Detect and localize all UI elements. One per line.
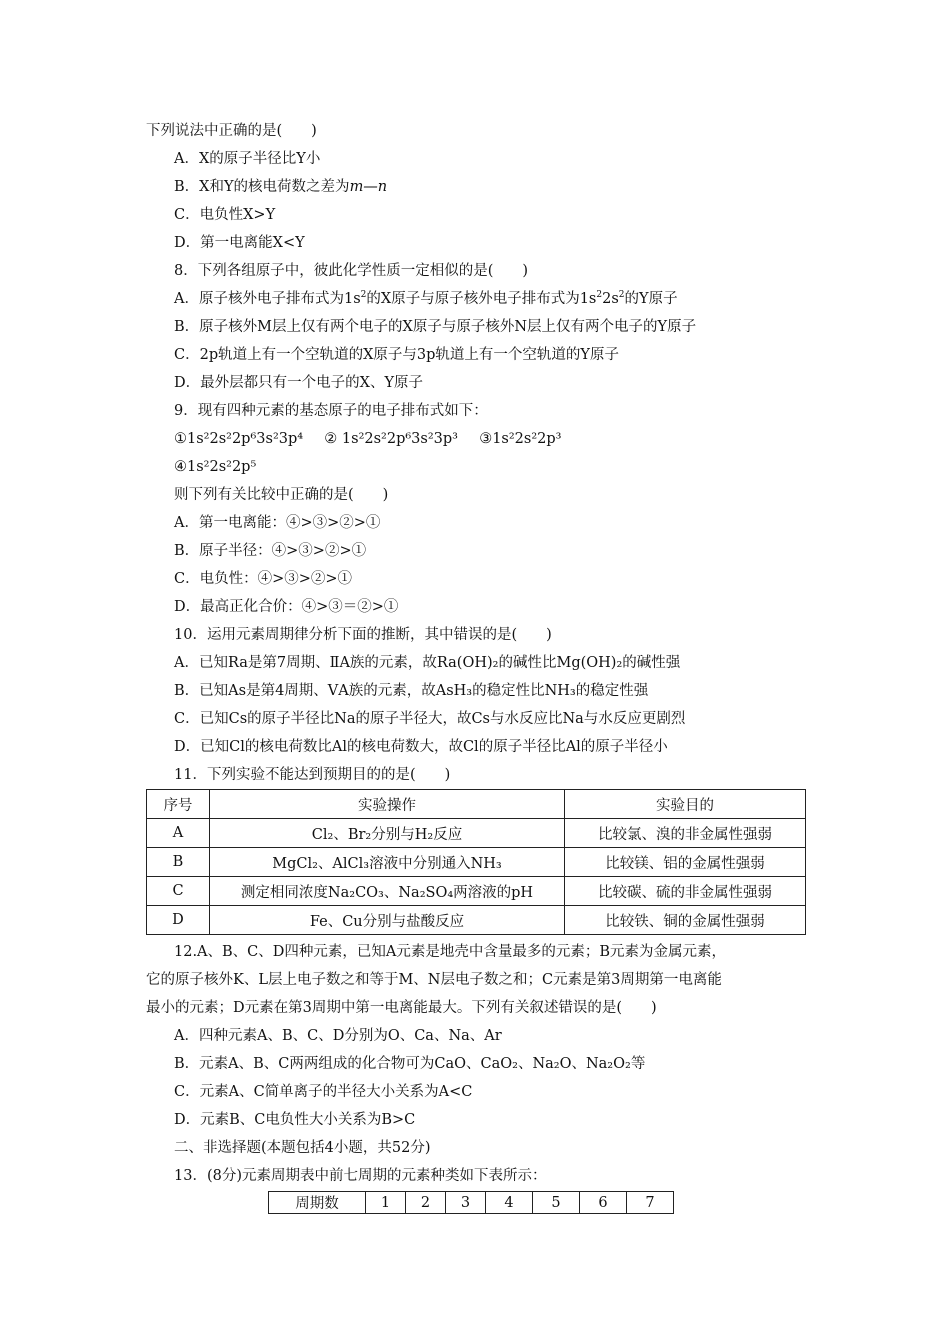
period-cell: 2 (406, 1192, 446, 1214)
cell-index: C (147, 877, 210, 906)
q12-option-b: B．元素A、B、C两两组成的化合物可为CaO、CaO₂、Na₂O、Na₂O₂等 (174, 1056, 646, 1072)
q7-option-c: C．电负性X>Y (174, 207, 276, 223)
q13-stem: 13．(8分)元素周期表中前七周期的元素种类如下表所示： (174, 1168, 547, 1184)
q12-option-a: A．四种元素A、B、C、D分别为O、Ca、Na、Ar (174, 1028, 502, 1044)
q8-option-a: A．原子核外电子排布式为$1s^2$的X原子与原子核外电子排布式为$1s^22s^2$的Y原子 (174, 290, 678, 307)
cell-operation: Fe、Cu分别与盐酸反应 (210, 906, 565, 935)
table-row (147, 819, 806, 848)
table-row (147, 906, 806, 935)
q11-stem: 11．下列实验不能达到预期目的的是( ) (174, 767, 451, 783)
q9-config-3: ③1s²2s²2p³ (479, 431, 562, 447)
cell-index: D (147, 906, 210, 935)
period-cell: 5 (533, 1192, 580, 1214)
q7-option-b: B．X和Y的核电荷数之差为m—n (174, 179, 388, 195)
cell-purpose: 比较镁、铝的金属性强弱 (565, 848, 806, 877)
period-cell: 7 (627, 1192, 674, 1214)
cell-purpose: 比较铁、铜的金属性强弱 (565, 906, 806, 935)
q12-stem-line2: 它的原子核外K、L层上电子数之和等于M、N层电子数之和；C元素是第3周期第一电离能 (146, 972, 722, 988)
table-row (269, 1192, 674, 1214)
cell-index: B (147, 848, 210, 877)
q9-stem2: 则下列有关比较中正确的是( ) (174, 487, 389, 503)
q9-config-2: ② 1s²2s²2p⁶3s²3p³ (324, 431, 458, 447)
cell-purpose: 比较氯、溴的非金属性强弱 (565, 819, 806, 848)
header-index: 序号 (147, 790, 210, 819)
q7-stem: 下列说法中正确的是( ) (146, 123, 317, 139)
period-cell: 6 (580, 1192, 627, 1214)
q8-option-b: B．原子核外M层上仅有两个电子的X原子与原子核外N层上仅有两个电子的Y原子 (174, 319, 697, 335)
q9-option-c: C．电负性：④>③>②>① (174, 571, 353, 587)
q10-option-b: B．已知As是第4周期、ⅤA族的元素，故AsH₃的稳定性比NH₃的稳定性强 (174, 683, 649, 699)
q9-option-d: D．最高正化合价：④>③＝②>① (174, 599, 399, 615)
q10-option-a: A．已知Ra是第7周期、ⅡA族的元素，故Ra(OH)₂的碱性比Mg(OH)₂的碱性强 (174, 655, 681, 671)
period-cell: 4 (486, 1192, 533, 1214)
table-row (147, 877, 806, 906)
table-header-row (147, 790, 806, 819)
period-cell: 3 (446, 1192, 486, 1214)
cell-operation: Cl₂、Br₂分别与H₂反应 (210, 819, 565, 848)
q9-option-b: B．原子半径：④>③>②>① (174, 543, 367, 559)
q12-stem-line1: 12.A、B、C、D四种元素，已知A元素是地壳中含量最多的元素；B元素为金属元素， (174, 944, 727, 960)
q7-option-d: D．第一电离能X<Y (174, 235, 305, 251)
cell-purpose: 比较碳、硫的非金属性强弱 (565, 877, 806, 906)
q10-stem: 10．运用元素周期律分析下面的推断，其中错误的是( ) (174, 627, 552, 643)
q8-option-d: D．最外层都只有一个电子的X、Y原子 (174, 375, 424, 391)
q9-configs-line1 (174, 429, 561, 449)
table-row (147, 848, 806, 877)
q9-config-1: ①1s²2s²2p⁶3s²3p⁴ (174, 431, 304, 447)
q8-stem: 8．下列各组原子中，彼此化学性质一定相似的是( ) (174, 263, 529, 279)
q9-config-4: ④1s²2s²2p⁵ (174, 459, 257, 475)
q12-stem-line3: 最小的元素；D元素在第3周期中第一电离能最大。下列有关叙述错误的是( ) (146, 1000, 657, 1016)
period-cell: 1 (366, 1192, 406, 1214)
q12-option-d: D．元素B、C电负性大小关系为B>C (174, 1112, 416, 1128)
cell-index: A (147, 819, 210, 848)
q7-option-a: A．X的原子半径比Y小 (174, 151, 321, 167)
q13-period-table (268, 1191, 674, 1214)
q10-option-c: C．已知Cs的原子半径比Na的原子半径大，故Cs与水反应比Na与水反应更剧烈 (174, 711, 686, 727)
cell-operation: MgCl₂、AlCl₃溶液中分别通入NH₃ (210, 848, 565, 877)
q12-option-c: C．元素A、C简单离子的半径大小关系为A<C (174, 1084, 473, 1100)
q9-option-a: A．第一电离能：④>③>②>① (174, 515, 381, 531)
q11-experiment-table (146, 789, 806, 935)
q7-option-b-var: m—n (349, 179, 388, 195)
period-header: 周期数 (269, 1192, 366, 1214)
section-2-heading: 二、非选择题(本题包括4小题，共52分) (174, 1140, 431, 1156)
cell-operation: 测定相同浓度Na₂CO₃、Na₂SO₄两溶液的pH (210, 877, 565, 906)
header-purpose: 实验目的 (565, 790, 806, 819)
q9-stem: 9．现有四种元素的基态原子的电子排布式如下： (174, 403, 488, 419)
q8-option-c: C．2p轨道上有一个空轨道的X原子与3p轨道上有一个空轨道的Y原子 (174, 347, 620, 363)
header-operation: 实验操作 (210, 790, 565, 819)
q10-option-d: D．已知Cl的核电荷数比Al的核电荷数大，故Cl的原子半径比Al的原子半径小 (174, 739, 668, 755)
